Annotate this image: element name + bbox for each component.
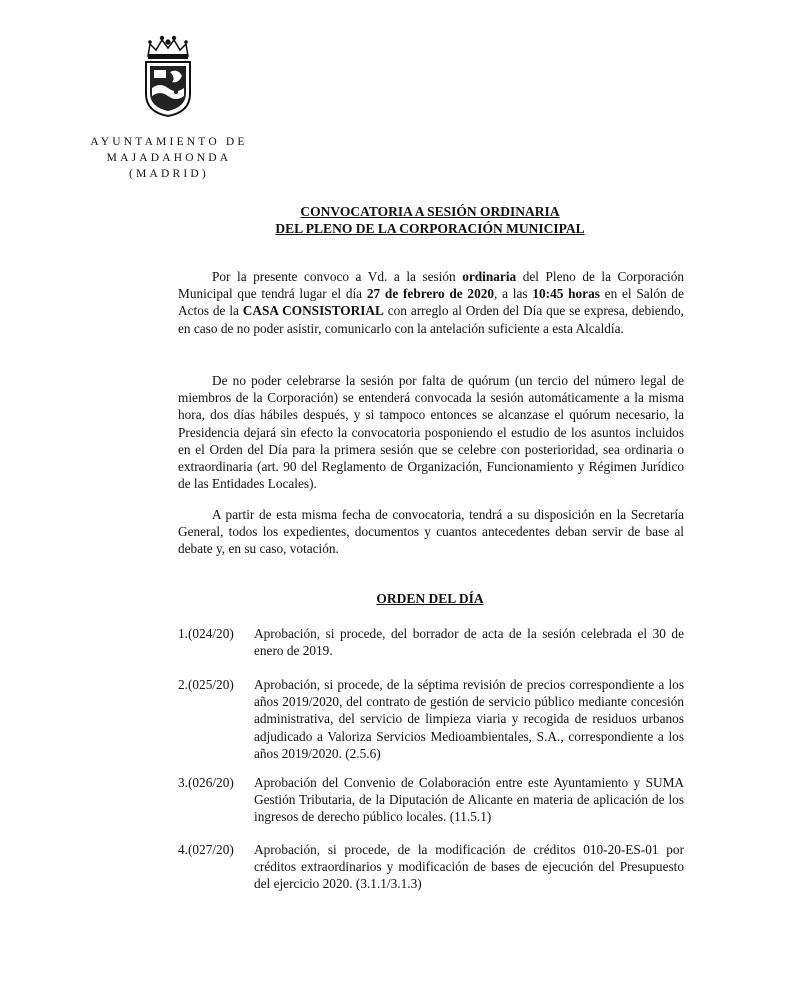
agenda-item-text: Aprobación, si procede, de la séptima revisión de precios correspondiente a los años 2019/2020, del contrato de gestión de servicio público mediante concesión administrativa, del servicio de limpieza viaria y recogida de residuos urbanos adjudicado a Valoriza Servicios Medioambientales, S.A., correspondiente a los años 2019/2020. (2.5.6) (254, 677, 684, 761)
convocation-paragraph: Por la presente convoco a Vd. a la sesión ordinaria del Pleno de la Corporación Municipal que tendrá lugar el día 27 de febrero de 2020, a las 10:45 horas en el Salón de Actos de la CASA CONSISTORIAL con arreglo al Orden del Día que se expresa, debiendo, en caso de no poder asistir, comunicarlo con la antelación suficiente a esta Alcaldía. (178, 269, 685, 336)
agenda-item (178, 841, 684, 893)
session-time: 10:45 horas (532, 286, 600, 302)
session-venue: CASA CONSISTORIAL (242, 303, 384, 319)
agenda-item-number: 3.(026/20) (178, 775, 234, 790)
agenda-item-text: Aprobación, si procede, de la modificación de créditos 010-20-ES-01 por créditos extraordinarios y modificación de bases de ejecución del Presupuesto del ejercicio 2020. (3.1.1/3.1.3) (254, 842, 684, 892)
document-title-line-1: CONVOCATORIA A SESIÓN ORDINARIA (300, 204, 560, 219)
council-line: AYUNTAMIENTO DE (90, 136, 248, 148)
agenda-item (178, 625, 684, 659)
council-line: (MADRID) (129, 168, 209, 180)
session-type: ordinaria (462, 269, 517, 284)
agenda-item-text: Aprobación del Convenio de Colaboración entre este Ayuntamiento y SUMA Gestión Tributaria, de la Diputación de Alicante en materia de aplicación de los ingresos de derecho público locales. (11.5.1) (254, 775, 684, 825)
agenda-item (178, 676, 684, 762)
council-line: MAJADAHONDA (106, 152, 232, 164)
agenda-title: ORDEN DEL DÍA (376, 591, 484, 606)
documents-paragraph: A partir de esta misma fecha de convocatoria, tendrá a su disposición en la Secretaría General, todos los expedientes, documentos y cuantos antecedentes deban servir de base al debate y, en su caso, votación. (178, 507, 684, 557)
agenda-item (178, 774, 684, 826)
quorum-paragraph: De no poder celebrarse la sesión por falta de quórum (un tercio del número legal de miembros de la Corporación) se entenderá convocada la sesión automáticamente a la misma hora, dos días hábiles después, y si tampoco entonces se alcanzase el quórum necesario, la Presidencia dejará sin efecto la convocatoria posponiendo el estudio de los asuntos incluidos en el Orden del Día para la primera sesión que se celebre con posterioridad, sea ordinaria o extraordinaria (art. 90 del Reglamento de Organización, Funcionamiento y Régimen Jurídico de las Entidades Locales). (178, 373, 684, 492)
agenda-item-number: 2.(025/20) (178, 677, 234, 692)
council-name (80, 134, 258, 182)
agenda-item-number: 1.(024/20) (178, 626, 234, 641)
agenda-item-text: Aprobación, si procede, del borrador de acta de la sesión celebrada el 30 de enero de 2019. (254, 626, 684, 659)
agenda-item-number: 4.(027/20) (178, 842, 234, 857)
coat-of-arms-icon (140, 32, 196, 118)
session-date: 27 de febrero de 2020 (366, 286, 495, 302)
document-title-line-2: DEL PLENO DE LA CORPORACIÓN MUNICIPAL (275, 221, 585, 236)
